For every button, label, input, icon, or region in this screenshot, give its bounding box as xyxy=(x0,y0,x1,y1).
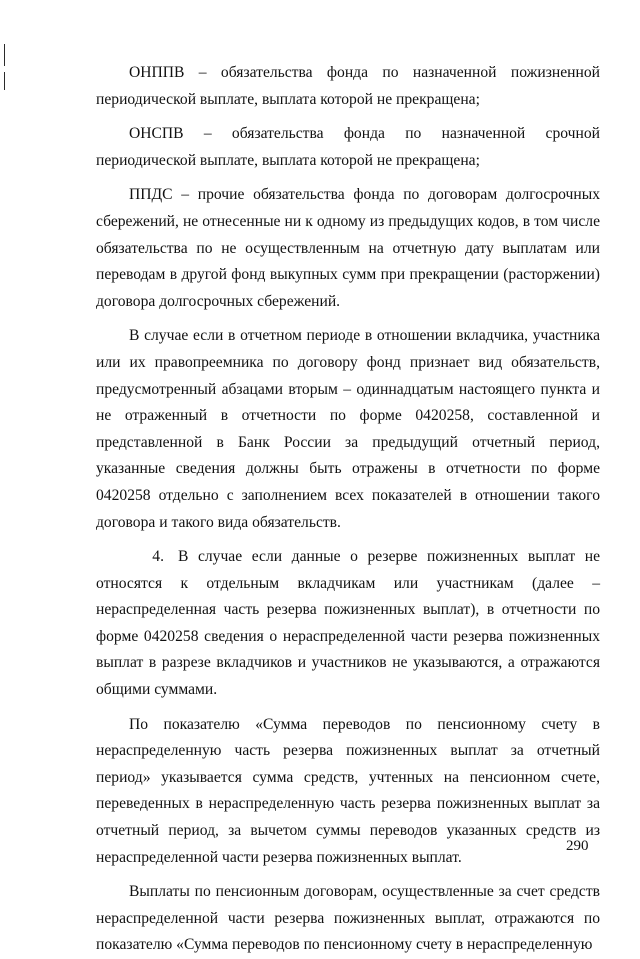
paragraph-payments: Выплаты по пенсионным договорам, осуществленные за счет средств нераспределенной части резерва пожизненных выплат, отражаются по показателю «Сумма переводов по пенсионному счету в нераспределенную xyxy=(96,883,600,954)
paragraph-item-4 xyxy=(96,544,600,704)
item-number: 4. xyxy=(152,548,164,566)
paragraph-transfer-indicator: По показателю «Сумма переводов по пенсионному счету в нераспределенную часть резерва пожизненных выплат за отчетный период» указывается сумма средств, учтенных на пенсионном счете, переведенных в нераспределенную часть резерва пожизненных выплат за отчетный период, за вычетом суммы переводов указанных средств из нераспределенной части резерва пожизненных выплат. xyxy=(96,715,600,866)
margin-line xyxy=(4,44,5,66)
margin-line xyxy=(4,72,5,90)
paragraph-onspv: ОНСПВ – обязательства фонда по назначенной срочной периодической выплате, выплата которой не прекращена; xyxy=(96,125,600,169)
page-number: 290 xyxy=(566,838,589,854)
item-text: В случае если данные о резерве пожизненных выплат не относятся к отдельным вкладчикам или участникам (далее – нераспределенная часть резерва пожизненных выплат), в отчетности по форме 0420258 сведения о нераспределенной части резерва пожизненных выплат в разрезе вкладчиков и участников не указываются, а отражаются общими суммами. xyxy=(96,548,600,699)
document-body xyxy=(96,60,600,959)
paragraph-ppds: ППДС – прочие обязательства фонда по договорам долгосрочных сбережений, не отнесенные ни к одному из предыдущих кодов, в том числе обязательства по не осуществленным на отчетную дату выплатам или переводам в другой фонд выкупных сумм при прекращении (расторжении) договора долгосрочных сбережений. xyxy=(96,186,600,310)
paragraph-onppv: ОНППВ – обязательства фонда по назначенной пожизненной периодической выплате, выплата которой не прекращена; xyxy=(96,64,600,108)
paragraph-obligations-note: В случае если в отчетном периоде в отношении вкладчика, участника или их правопреемника по договору фонд признает вид обязательств, предусмотренный абзацами вторым – одиннадцатым настоящего пункта и не отраженный в отчетности по форме 0420258, составленной и представленной в Банк России за предыдущий отчетный период, указанные сведения должны быть отражены в отчетности по форме 0420258 отдельно с заполнением всех показателей в отношении такого договора и такого вида обязательств. xyxy=(96,327,600,531)
